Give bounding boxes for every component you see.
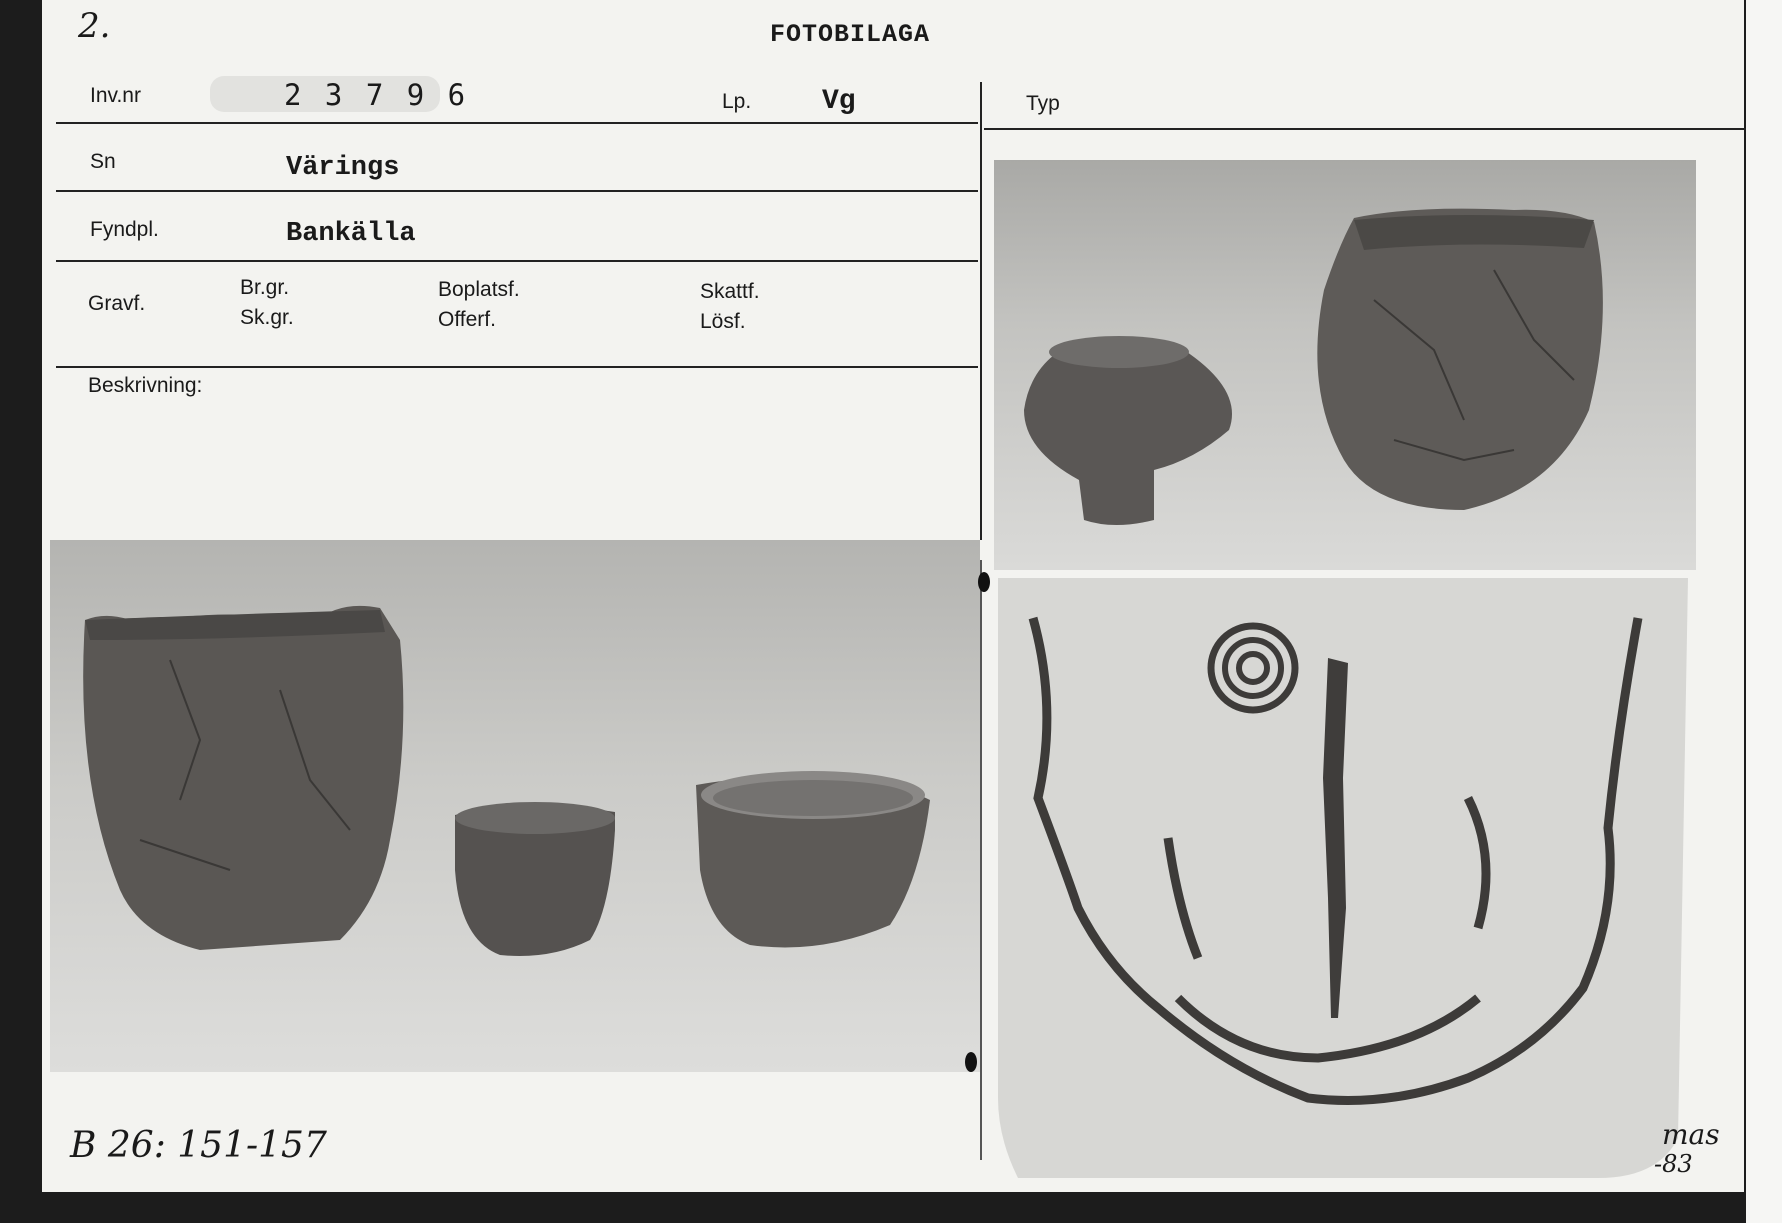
card-edge xyxy=(1746,0,1782,1223)
column-divider xyxy=(980,82,982,540)
row-divider xyxy=(56,122,978,124)
boplatsf-label: Boplatsf. xyxy=(438,278,520,301)
typ-label: Typ xyxy=(1026,92,1060,115)
row-divider xyxy=(56,366,978,368)
lp-label: Lp. xyxy=(722,90,752,113)
losf-label: Lösf. xyxy=(700,310,746,333)
gravf-label: Gravf. xyxy=(88,292,146,315)
skgr-label: Sk.gr. xyxy=(240,306,294,329)
photo-bronze-chains xyxy=(998,578,1688,1178)
year-annotation: -83 xyxy=(1654,1150,1693,1178)
row-divider xyxy=(56,190,978,192)
lp-value: Vg xyxy=(822,86,856,117)
inv-label: Inv.nr xyxy=(90,84,141,107)
column-divider-lower xyxy=(980,560,982,1160)
photo-pottery-two-vessels xyxy=(994,160,1696,570)
photo-pottery-three-vessels xyxy=(50,540,980,1072)
sn-label: Sn xyxy=(90,150,116,173)
reference-annotation: B 26: 151-157 xyxy=(70,1125,327,1166)
fyndpl-label: Fyndpl. xyxy=(90,218,159,241)
page-title: FOTOBILAGA xyxy=(770,20,931,49)
binding-dot xyxy=(978,572,990,592)
inv-number: 2 3 7 9 6 xyxy=(284,78,469,112)
brgr-label: Br.gr. xyxy=(240,276,290,299)
row-divider xyxy=(56,260,978,262)
signature-annotation: mas xyxy=(1662,1118,1720,1151)
binding-dot xyxy=(965,1052,977,1072)
page-number: 2. xyxy=(78,6,111,46)
fyndpl-value: Bankälla xyxy=(286,219,416,249)
sn-value: Värings xyxy=(286,153,400,183)
offerf-label: Offerf. xyxy=(438,308,496,331)
beskrivning-label: Beskrivning: xyxy=(88,374,203,397)
skattf-label: Skattf. xyxy=(700,280,760,303)
typ-divider xyxy=(984,128,1746,130)
